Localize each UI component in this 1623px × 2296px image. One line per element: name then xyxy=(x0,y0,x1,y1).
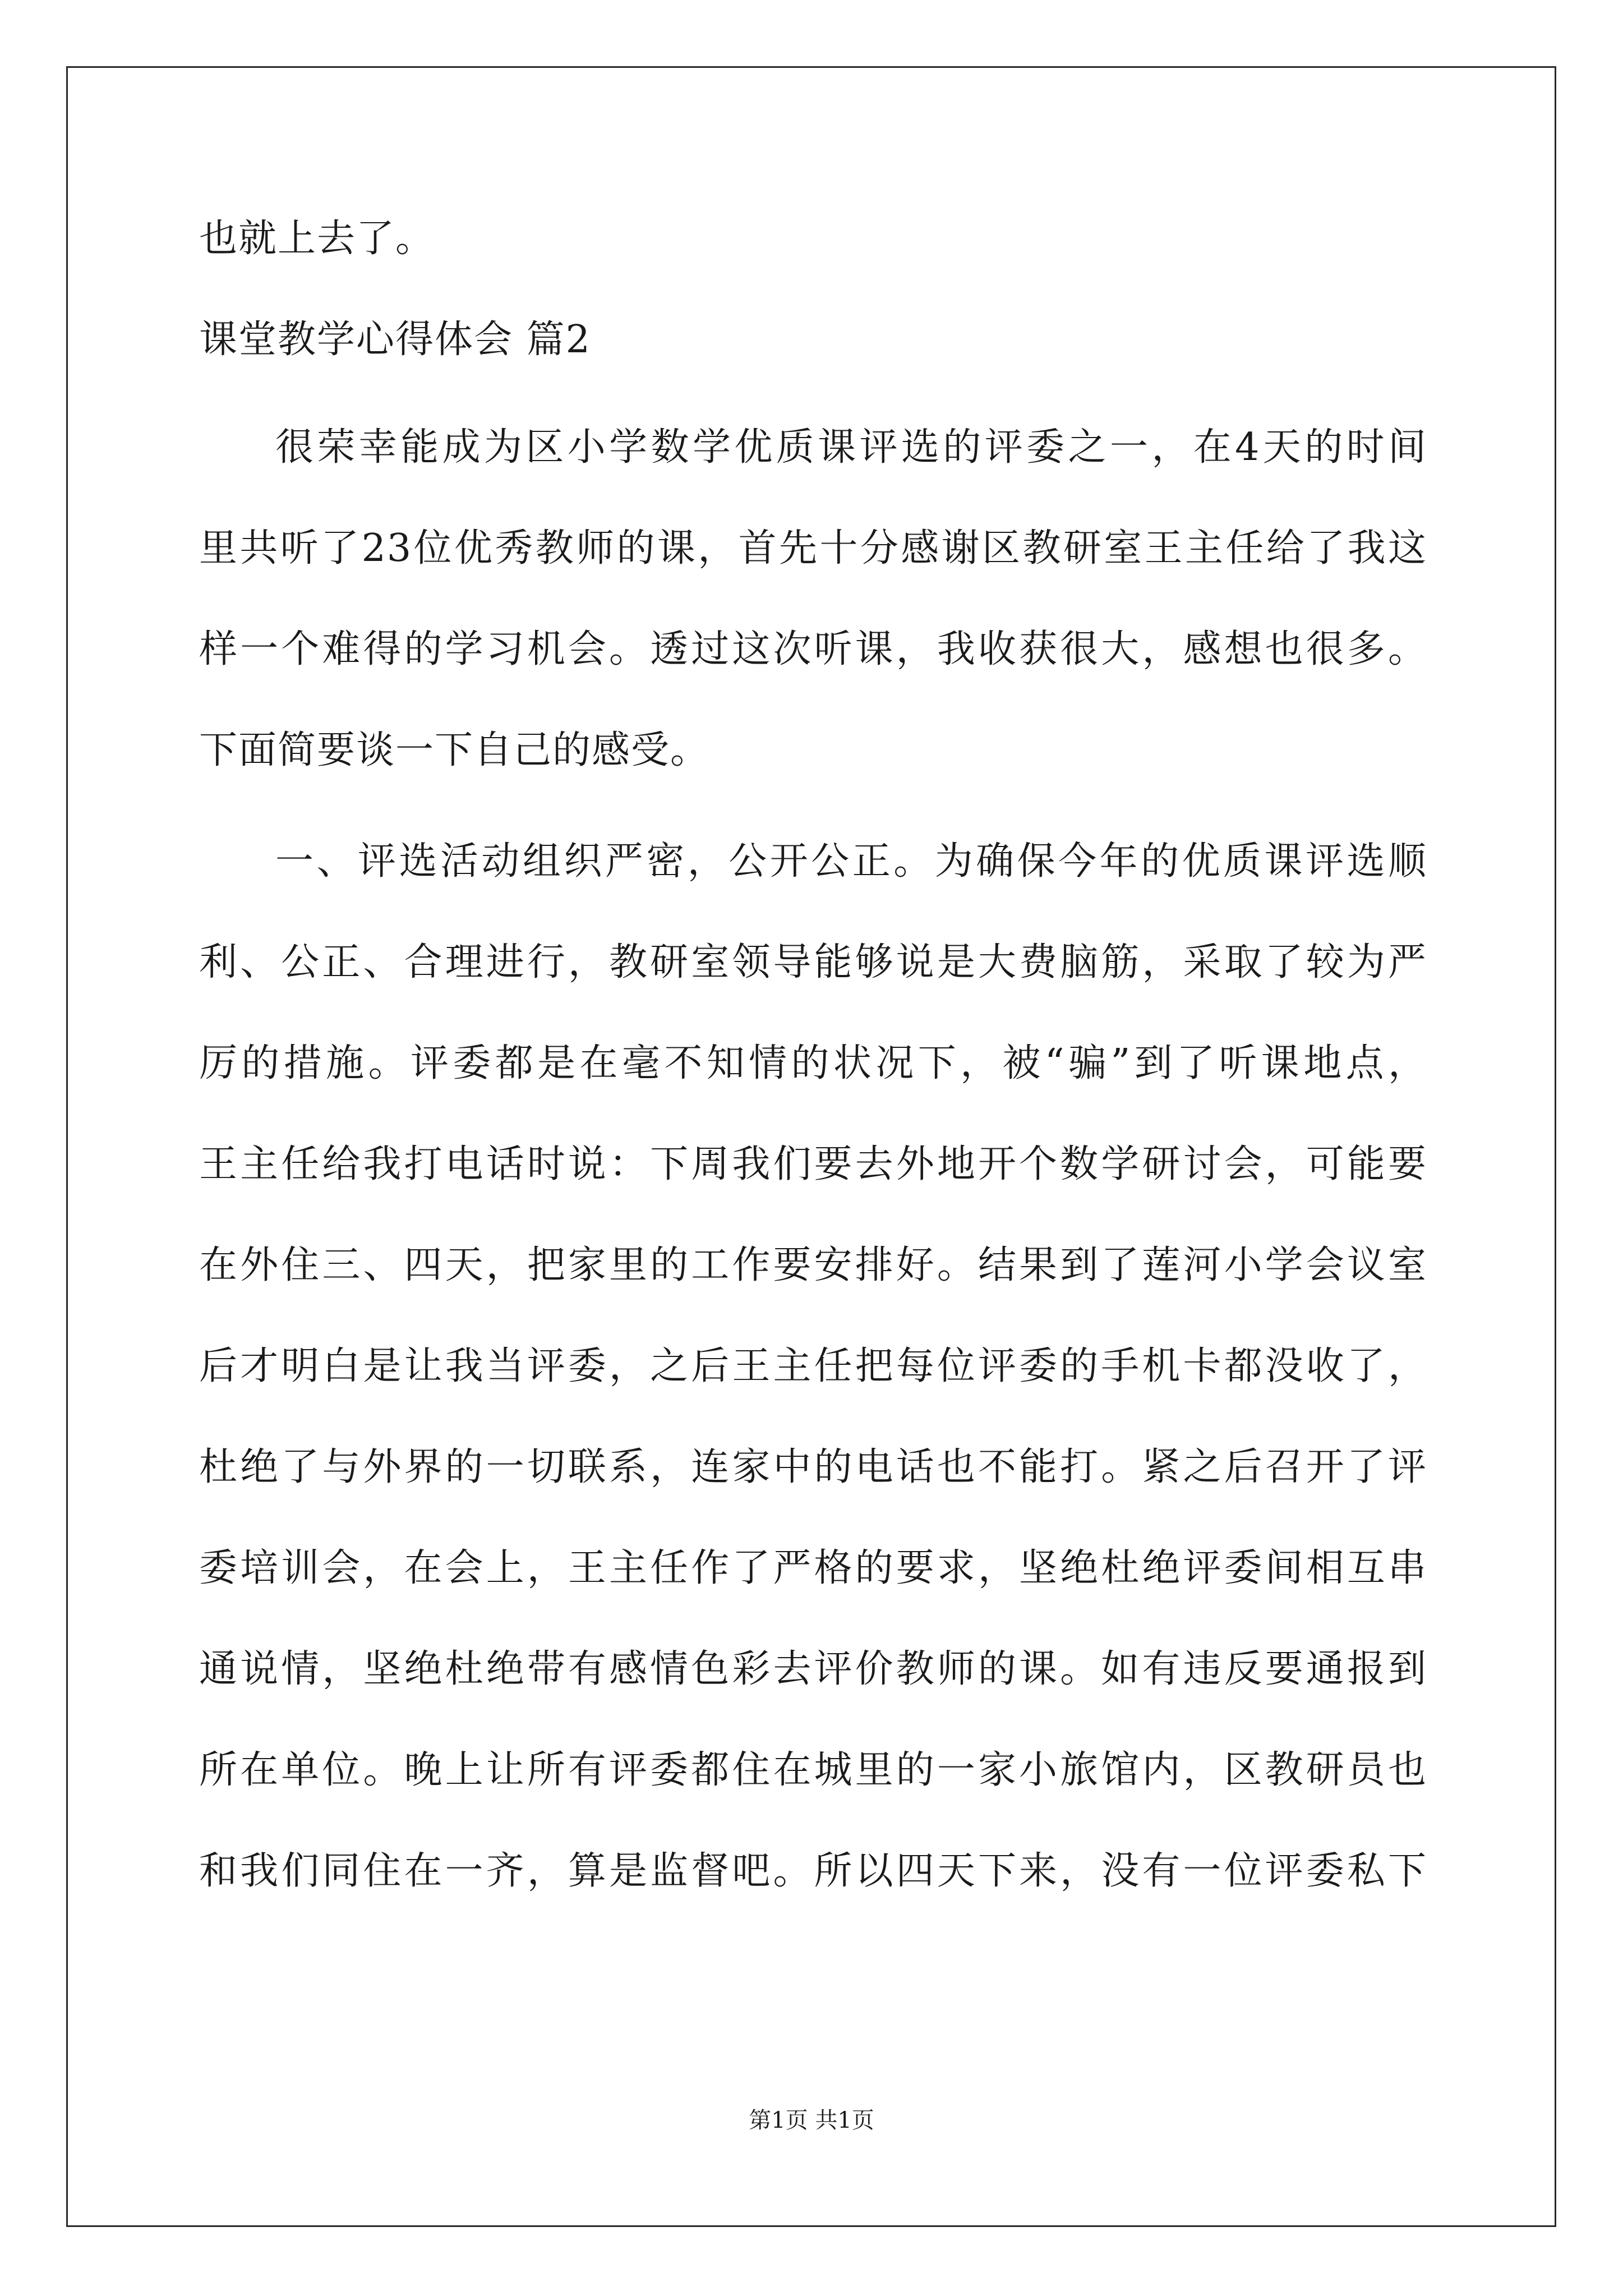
text-line: 通说情，坚绝杜绝带有感情色彩去评价教师的课。如有违反要通报到 xyxy=(199,1647,1427,1691)
text-line: 委培训会，在会上，王主任作了严格的要求，坚绝杜绝评委间相互串 xyxy=(199,1546,1427,1590)
text-line: 下面简要谈一下自己的感受。 xyxy=(199,728,710,772)
text-line: 在外住三、四天，把家里的工作要安排好。结果到了莲河小学会议室 xyxy=(199,1243,1427,1287)
text-line: 很荣幸能成为区小学数学优质课评选的评委之一，在4天的时间 xyxy=(275,425,1427,470)
text-line: 利、公正、合理进行，教研室领导能够说是大费脑筋，采取了较为严 xyxy=(199,940,1427,984)
text-line: 一、评选活动组织严密，公开公正。为确保今年的优质课评选顺 xyxy=(275,839,1427,884)
text-line: 王主任给我打电话时说：下周我们要去外地开个数学研讨会，可能要 xyxy=(199,1142,1427,1186)
section-heading: 课堂教学心得体会 篇2 xyxy=(199,318,591,362)
page-footer: 第1页 共1页 xyxy=(749,2108,874,2133)
text-line: 杜绝了与外界的一切联系，连家中的电话也不能打。紧之后召开了评 xyxy=(199,1445,1427,1489)
text-line: 里共听了23位优秀教师的课，首先十分感谢区教研室王主任给了我这 xyxy=(199,526,1427,570)
text-line: 厉的措施。评委都是在毫不知情的状况下，被“骗”到了听课地点， xyxy=(199,1041,1427,1085)
text-line: 也就上去了。 xyxy=(199,217,435,261)
text-line: 和我们同住在一齐，算是监督吧。所以四天下来，没有一位评委私下 xyxy=(199,1849,1427,1893)
text-line: 所在单位。晚上让所有评委都住在城里的一家小旅馆内，区教研员也 xyxy=(199,1748,1427,1792)
text-line: 后才明白是让我当评委，之后王主任把每位评委的手机卡都没收了， xyxy=(199,1344,1427,1388)
text-line: 样一个难得的学习机会。透过这次听课，我收获很大，感想也很多。 xyxy=(199,627,1427,671)
